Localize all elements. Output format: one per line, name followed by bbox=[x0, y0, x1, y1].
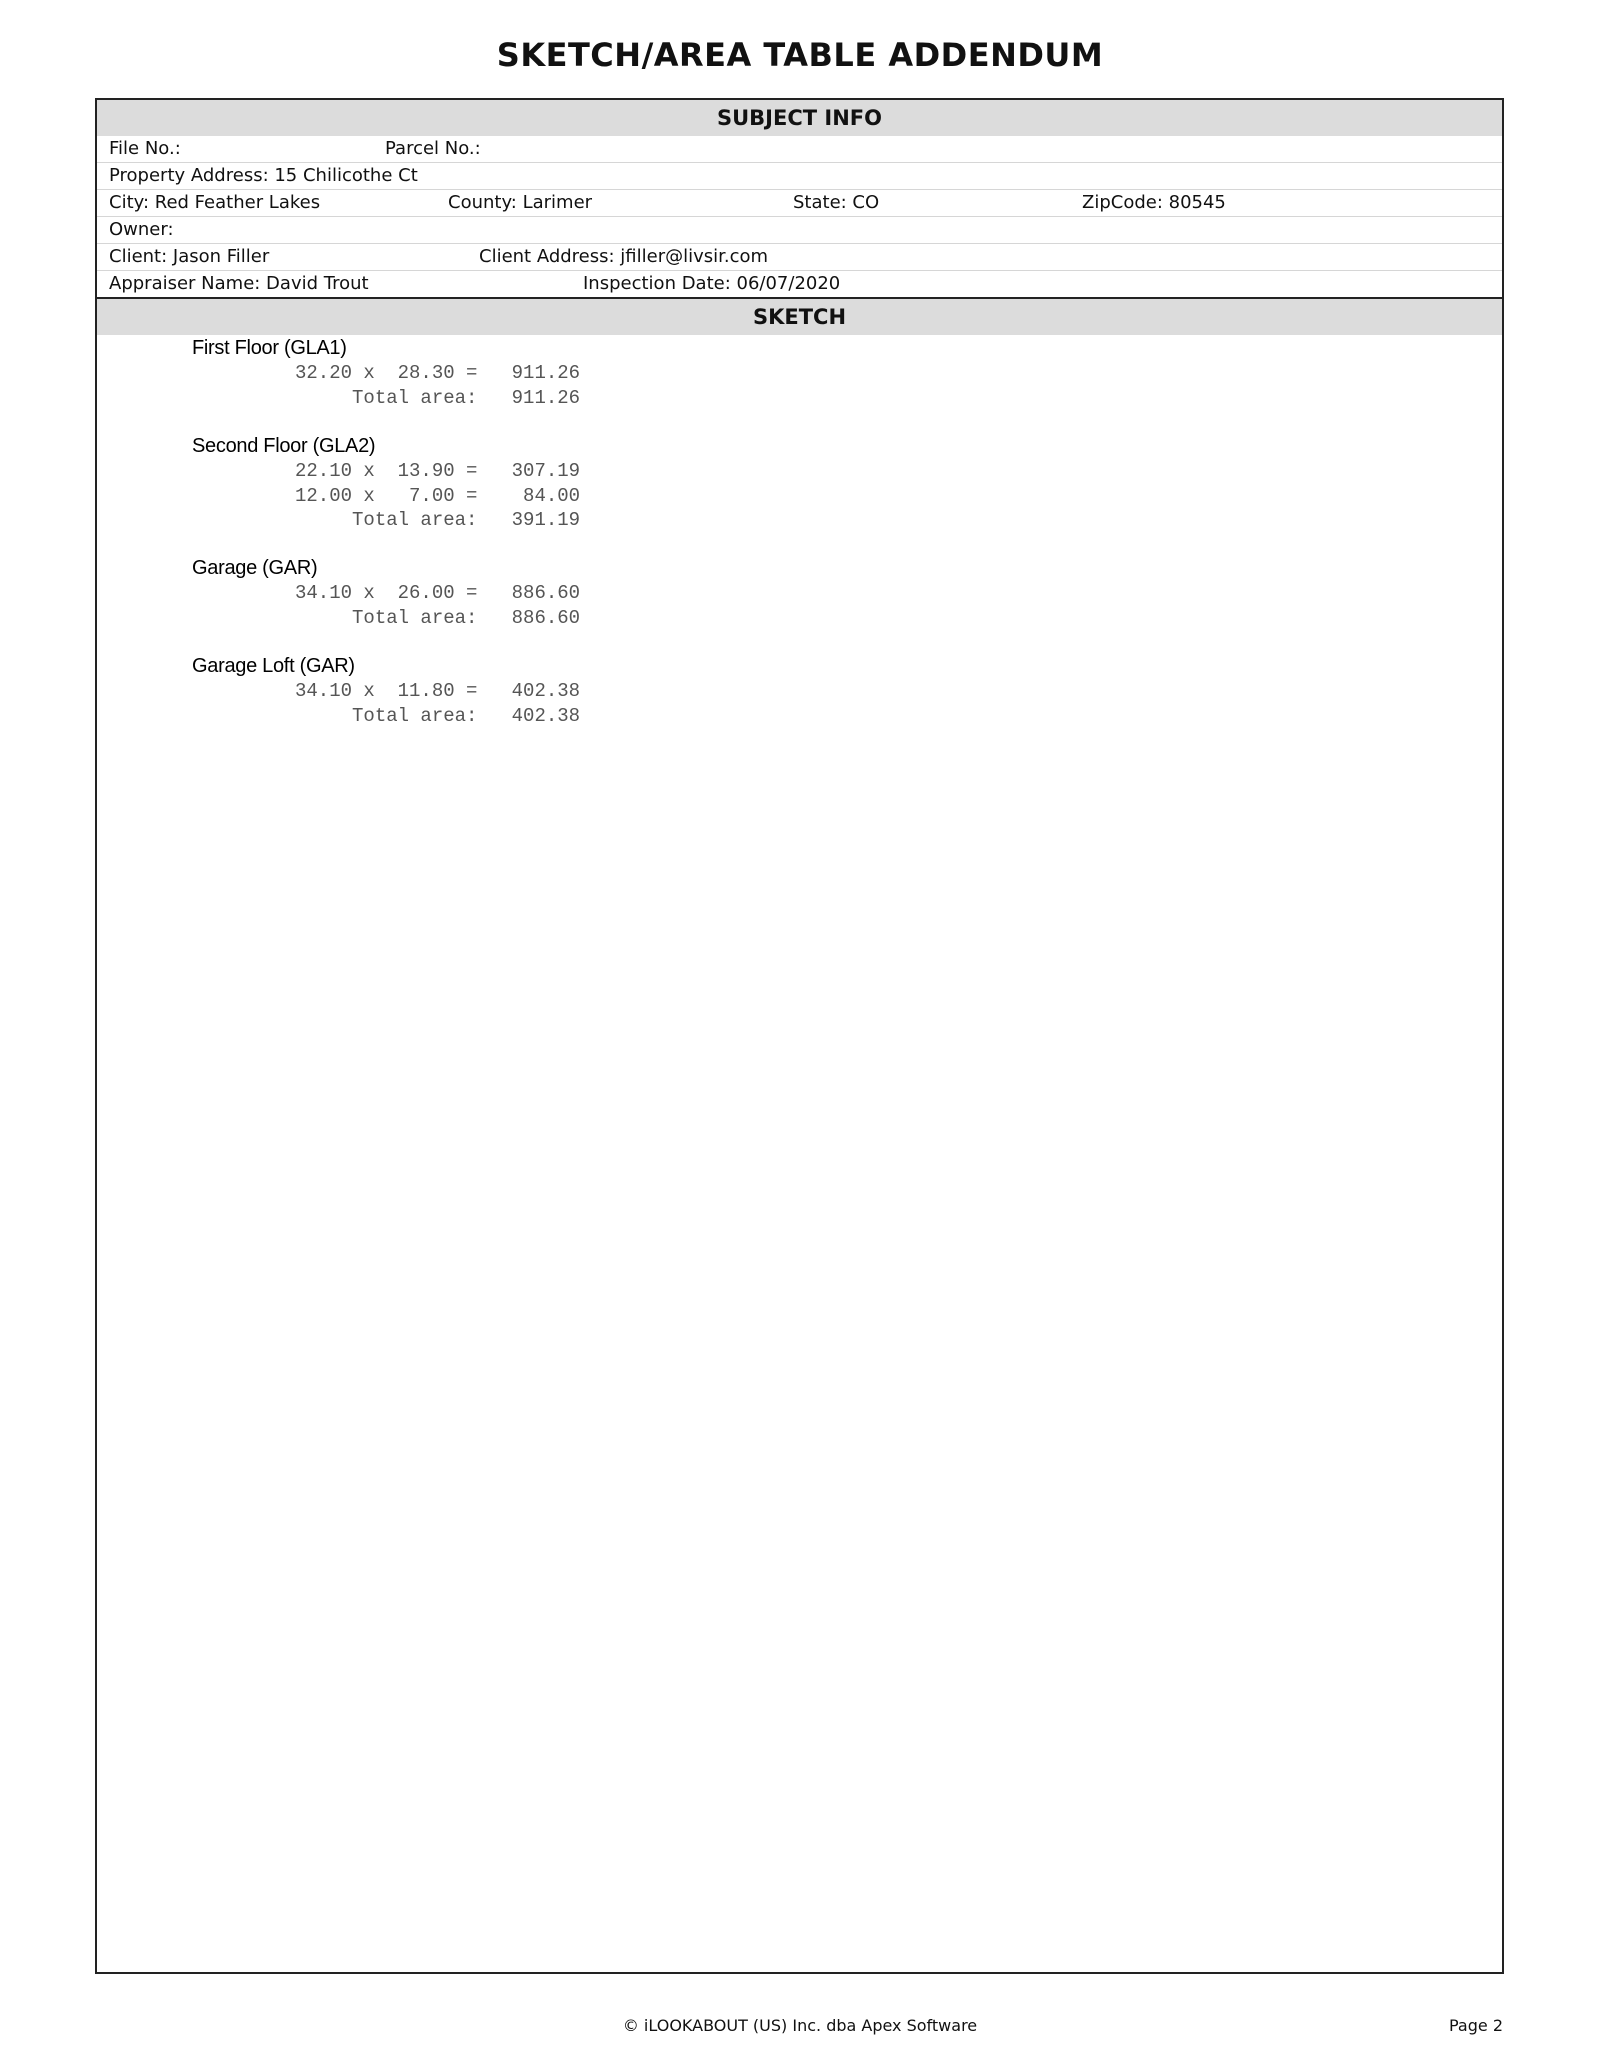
parcel-no: Parcel No.: bbox=[385, 138, 481, 159]
area-name: Second Floor (GLA2) bbox=[192, 435, 376, 457]
file-no: File No.: bbox=[109, 138, 181, 159]
appraiser-name: Appraiser Name: David Trout bbox=[109, 273, 369, 294]
property-address: Property Address: 15 Chilicothe Ct bbox=[109, 165, 418, 186]
subject-info-header: SUBJECT INFO bbox=[97, 100, 1502, 136]
info-row-owner bbox=[97, 217, 1502, 244]
client: Client: Jason Filler bbox=[109, 246, 270, 267]
owner: Owner: bbox=[109, 219, 174, 240]
area-calc-line: 22.10 x 13.90 = 307.19 bbox=[295, 460, 581, 482]
area-first-floor bbox=[192, 335, 580, 410]
zipcode: ZipCode: 80545 bbox=[1082, 192, 1226, 213]
area-name: Garage Loft (GAR) bbox=[192, 655, 355, 677]
state: State: CO bbox=[793, 192, 880, 213]
footer-copyright: © iLOOKABOUT (US) Inc. dba Apex Software bbox=[622, 2016, 978, 2035]
page-number: Page 2 bbox=[1449, 2016, 1503, 2035]
page-title: SKETCH/AREA TABLE ADDENDUM bbox=[496, 36, 1104, 74]
area-second-floor bbox=[192, 433, 580, 533]
info-row-address bbox=[97, 163, 1502, 190]
area-garage bbox=[192, 555, 580, 630]
area-name: Garage (GAR) bbox=[192, 557, 318, 579]
area-calc-line: 34.10 x 26.00 = 886.60 bbox=[295, 582, 581, 604]
area-total: Total area: 886.60 bbox=[295, 606, 581, 629]
addendum-frame bbox=[95, 98, 1504, 1974]
county: County: Larimer bbox=[448, 192, 593, 213]
area-garage-loft bbox=[192, 653, 580, 728]
info-row-client bbox=[97, 244, 1502, 271]
info-row-location bbox=[97, 190, 1502, 217]
area-total: Total area: 402.38 bbox=[295, 704, 581, 727]
area-name: First Floor (GLA1) bbox=[192, 337, 347, 359]
client-address: Client Address: jfiller@livsir.com bbox=[479, 246, 769, 267]
city: City: Red Feather Lakes bbox=[109, 192, 321, 213]
area-calc-line: 12.00 x 7.00 = 84.00 bbox=[295, 484, 581, 507]
area-calc-line: 34.10 x 11.80 = 402.38 bbox=[295, 680, 581, 702]
area-total: Total area: 911.26 bbox=[295, 386, 581, 409]
area-total: Total area: 391.19 bbox=[295, 509, 581, 531]
info-row-file bbox=[97, 136, 1502, 163]
area-calc-line: 32.20 x 28.30 = 911.26 bbox=[295, 362, 581, 384]
inspection-date: Inspection Date: 06/07/2020 bbox=[583, 273, 841, 294]
info-row-appraiser bbox=[97, 271, 1502, 297]
sketch-header: SKETCH bbox=[97, 297, 1502, 335]
